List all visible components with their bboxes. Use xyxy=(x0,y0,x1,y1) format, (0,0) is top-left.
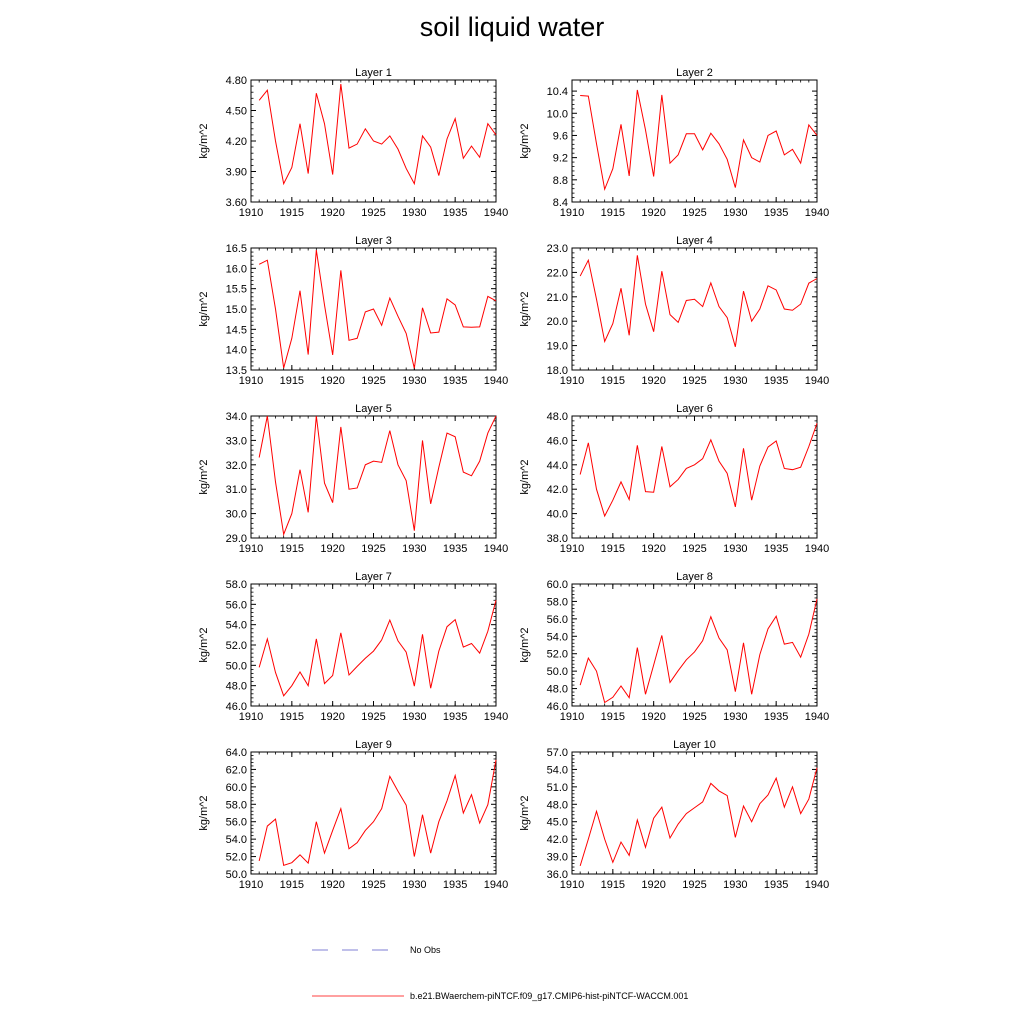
y-tick-label: 48.0 xyxy=(546,411,568,423)
x-tick-label: 1935 xyxy=(763,711,789,723)
x-tick-label: 1915 xyxy=(279,879,305,891)
y-tick-label: 39.0 xyxy=(546,851,568,864)
x-tick-label: 1935 xyxy=(763,375,789,387)
x-tick-label: 1930 xyxy=(402,375,427,387)
y-axis-label: kg/m^2 xyxy=(198,795,210,831)
y-tick-label: 60.0 xyxy=(225,781,247,794)
x-tick-label: 1920 xyxy=(641,711,666,723)
series-line xyxy=(580,423,817,516)
plot-frame xyxy=(251,752,496,874)
y-tick-label: 32.0 xyxy=(225,459,247,472)
x-tick-label: 1915 xyxy=(279,711,305,723)
panel-5 xyxy=(198,403,508,555)
y-axis-label: kg/m^2 xyxy=(519,795,531,831)
y-tick-label: 54.0 xyxy=(225,834,247,847)
y-tick-label: 15.0 xyxy=(225,304,247,316)
y-tick-label: 16.5 xyxy=(225,243,247,255)
x-tick-label: 1920 xyxy=(641,879,666,891)
x-tick-label: 1925 xyxy=(682,879,707,891)
panel-title: Layer 5 xyxy=(355,403,392,415)
x-tick-label: 1930 xyxy=(723,879,748,891)
x-tick-label: 1920 xyxy=(641,375,666,387)
x-tick-label: 1915 xyxy=(279,543,305,555)
y-tick-label: 40.0 xyxy=(546,508,568,521)
y-tick-label: 56.0 xyxy=(546,613,568,626)
x-tick-label: 1925 xyxy=(361,711,386,723)
x-tick-label: 1925 xyxy=(361,207,386,219)
x-tick-label: 1940 xyxy=(804,711,830,723)
x-tick-label: 1920 xyxy=(320,207,345,219)
y-tick-label: 16.0 xyxy=(225,263,247,276)
x-tick-label: 1935 xyxy=(763,543,789,555)
y-tick-label: 14.0 xyxy=(225,344,247,357)
y-tick-label: 8.4 xyxy=(552,197,568,209)
y-tick-label: 64.0 xyxy=(225,747,247,759)
x-tick-label: 1925 xyxy=(682,543,707,555)
x-tick-label: 1910 xyxy=(238,207,264,219)
y-axis-label: kg/m^2 xyxy=(198,627,210,663)
x-tick-label: 1940 xyxy=(483,711,509,723)
legend xyxy=(312,945,688,1001)
y-tick-label: 54.0 xyxy=(546,764,568,777)
panel-9 xyxy=(198,739,508,891)
plot-frame xyxy=(572,416,817,538)
y-tick-label: 46.0 xyxy=(546,435,568,448)
x-tick-label: 1935 xyxy=(442,375,468,387)
y-tick-label: 58.0 xyxy=(546,596,568,609)
x-tick-label: 1930 xyxy=(402,207,427,219)
x-tick-label: 1915 xyxy=(600,375,626,387)
panel-title: Layer 7 xyxy=(355,571,392,583)
plot-frame xyxy=(572,584,817,706)
plot-frame xyxy=(572,248,817,370)
x-tick-label: 1925 xyxy=(361,543,386,555)
y-tick-label: 22.0 xyxy=(546,267,568,280)
x-tick-label: 1940 xyxy=(483,375,509,387)
y-tick-label: 58.0 xyxy=(225,579,247,591)
y-axis-label: kg/m^2 xyxy=(519,291,531,327)
x-tick-label: 1910 xyxy=(559,543,585,555)
y-tick-label: 10.4 xyxy=(546,86,568,99)
y-tick-label: 36.0 xyxy=(546,869,568,881)
y-tick-label: 44.0 xyxy=(546,459,568,472)
x-tick-label: 1940 xyxy=(804,207,830,219)
x-tick-label: 1920 xyxy=(641,543,666,555)
y-tick-label: 4.20 xyxy=(225,136,247,148)
y-tick-label: 38.0 xyxy=(546,533,568,545)
y-tick-label: 52.0 xyxy=(225,851,247,864)
x-tick-label: 1910 xyxy=(238,543,264,555)
y-tick-label: 33.0 xyxy=(225,435,247,448)
series-line xyxy=(259,84,496,184)
x-tick-label: 1925 xyxy=(361,375,386,387)
x-tick-label: 1940 xyxy=(804,879,830,891)
y-tick-label: 3.60 xyxy=(225,197,247,209)
panel-3 xyxy=(198,235,508,387)
y-tick-label: 4.80 xyxy=(225,75,247,87)
y-axis-label: kg/m^2 xyxy=(198,123,210,159)
y-tick-label: 42.0 xyxy=(546,834,568,847)
y-tick-label: 20.0 xyxy=(546,316,568,329)
x-tick-label: 1910 xyxy=(559,207,585,219)
panel-7 xyxy=(198,571,508,723)
panel-title: Layer 4 xyxy=(676,235,713,247)
y-tick-label: 57.0 xyxy=(546,747,568,759)
y-tick-label: 62.0 xyxy=(225,764,247,777)
x-tick-label: 1910 xyxy=(238,879,264,891)
y-axis-label: kg/m^2 xyxy=(519,459,531,495)
x-tick-label: 1935 xyxy=(763,207,789,219)
panel-title: Layer 2 xyxy=(676,67,713,79)
panel-title: Layer 3 xyxy=(355,235,392,247)
x-tick-label: 1915 xyxy=(600,879,626,891)
x-tick-label: 1930 xyxy=(723,207,748,219)
x-tick-label: 1930 xyxy=(723,543,748,555)
x-tick-label: 1930 xyxy=(402,543,427,555)
y-tick-label: 48.0 xyxy=(546,799,568,812)
panel-4 xyxy=(519,235,829,387)
panel-2 xyxy=(519,67,829,219)
y-tick-label: 46.0 xyxy=(546,701,568,713)
y-tick-label: 10.0 xyxy=(546,108,568,121)
y-tick-label: 19.0 xyxy=(546,340,568,353)
y-tick-label: 42.0 xyxy=(546,484,568,497)
x-tick-label: 1920 xyxy=(320,711,345,723)
y-tick-label: 9.6 xyxy=(552,130,568,143)
x-tick-label: 1910 xyxy=(559,375,585,387)
panel-6 xyxy=(519,403,829,555)
y-tick-label: 48.0 xyxy=(546,683,568,696)
x-tick-label: 1920 xyxy=(320,543,345,555)
y-tick-label: 9.2 xyxy=(552,152,568,165)
y-tick-label: 15.5 xyxy=(225,283,247,296)
y-tick-label: 52.0 xyxy=(546,648,568,661)
y-tick-label: 21.0 xyxy=(546,291,568,304)
y-tick-label: 45.0 xyxy=(546,816,568,829)
plot-frame xyxy=(572,752,817,874)
y-tick-label: 50.0 xyxy=(546,666,568,679)
y-tick-label: 14.5 xyxy=(225,324,247,337)
panel-1 xyxy=(198,67,508,219)
x-tick-label: 1940 xyxy=(804,543,830,555)
y-tick-label: 4.50 xyxy=(225,105,247,118)
x-tick-label: 1915 xyxy=(600,207,626,219)
y-tick-label: 34.0 xyxy=(225,411,247,423)
x-tick-label: 1910 xyxy=(559,879,585,891)
panel-title: Layer 6 xyxy=(676,403,713,415)
y-tick-label: 60.0 xyxy=(546,579,568,591)
x-tick-label: 1940 xyxy=(483,879,509,891)
plot-frame xyxy=(251,416,496,538)
plot-frame xyxy=(251,584,496,706)
x-tick-label: 1935 xyxy=(442,207,468,219)
series-line xyxy=(259,600,496,696)
x-tick-label: 1925 xyxy=(682,375,707,387)
y-axis-label: kg/m^2 xyxy=(198,291,210,327)
y-tick-label: 56.0 xyxy=(225,816,247,829)
y-tick-label: 52.0 xyxy=(225,640,247,652)
panel-title: Layer 10 xyxy=(673,739,716,751)
legend-obs-label: No Obs xyxy=(410,945,441,955)
x-tick-label: 1935 xyxy=(763,879,789,891)
x-tick-label: 1930 xyxy=(723,375,748,387)
y-tick-label: 29.0 xyxy=(225,533,247,545)
y-tick-label: 3.90 xyxy=(225,166,247,179)
x-tick-label: 1930 xyxy=(402,879,427,891)
x-tick-label: 1925 xyxy=(682,207,707,219)
x-tick-label: 1915 xyxy=(600,543,626,555)
x-tick-label: 1935 xyxy=(442,543,468,555)
y-tick-label: 48.0 xyxy=(225,680,247,693)
y-tick-label: 58.0 xyxy=(225,799,247,812)
series-line xyxy=(580,255,817,347)
series-line xyxy=(259,250,496,368)
series-line xyxy=(580,599,817,703)
series-line xyxy=(580,90,817,189)
x-tick-label: 1920 xyxy=(641,207,666,219)
x-tick-label: 1910 xyxy=(238,711,264,723)
x-tick-label: 1925 xyxy=(361,879,386,891)
y-tick-label: 46.0 xyxy=(225,701,247,713)
y-tick-label: 54.0 xyxy=(225,619,247,632)
x-tick-label: 1940 xyxy=(804,375,830,387)
panel-title: Layer 1 xyxy=(355,67,392,79)
y-tick-label: 54.0 xyxy=(546,631,568,644)
chart-main-title: soil liquid water xyxy=(419,12,605,42)
y-tick-label: 56.0 xyxy=(225,599,247,612)
plot-frame xyxy=(572,80,817,202)
y-tick-label: 51.0 xyxy=(546,781,568,794)
x-tick-label: 1930 xyxy=(723,711,748,723)
y-axis-label: kg/m^2 xyxy=(519,627,531,663)
x-tick-label: 1910 xyxy=(238,375,264,387)
x-tick-label: 1935 xyxy=(442,879,468,891)
x-tick-label: 1915 xyxy=(279,375,305,387)
series-line xyxy=(580,768,817,866)
y-axis-label: kg/m^2 xyxy=(198,459,210,495)
series-line xyxy=(259,416,496,534)
y-tick-label: 13.5 xyxy=(225,365,247,377)
panel-title: Layer 9 xyxy=(355,739,392,751)
y-axis-label: kg/m^2 xyxy=(519,123,531,159)
x-tick-label: 1925 xyxy=(682,711,707,723)
x-tick-label: 1930 xyxy=(402,711,427,723)
x-tick-label: 1910 xyxy=(559,711,585,723)
y-tick-label: 50.0 xyxy=(225,869,247,881)
x-tick-label: 1940 xyxy=(483,207,509,219)
y-tick-label: 30.0 xyxy=(225,508,247,521)
x-tick-label: 1920 xyxy=(320,879,345,891)
y-tick-label: 31.0 xyxy=(225,484,247,497)
y-tick-label: 8.8 xyxy=(552,174,568,187)
panel-title: Layer 8 xyxy=(676,571,713,583)
x-tick-label: 1915 xyxy=(279,207,305,219)
x-tick-label: 1940 xyxy=(483,543,509,555)
x-tick-label: 1920 xyxy=(320,375,345,387)
y-tick-label: 23.0 xyxy=(546,243,568,255)
x-tick-label: 1935 xyxy=(442,711,468,723)
legend-model-label: b.e21.BWaerchem-piNTCF.f09_g17.CMIP6-hist-piNTCF-WACCM.001 xyxy=(410,991,689,1001)
x-tick-label: 1915 xyxy=(600,711,626,723)
y-tick-label: 18.0 xyxy=(546,365,568,377)
y-tick-label: 50.0 xyxy=(225,660,247,673)
panel-8 xyxy=(519,571,829,723)
panel-10 xyxy=(519,739,829,891)
series-line xyxy=(259,760,496,865)
